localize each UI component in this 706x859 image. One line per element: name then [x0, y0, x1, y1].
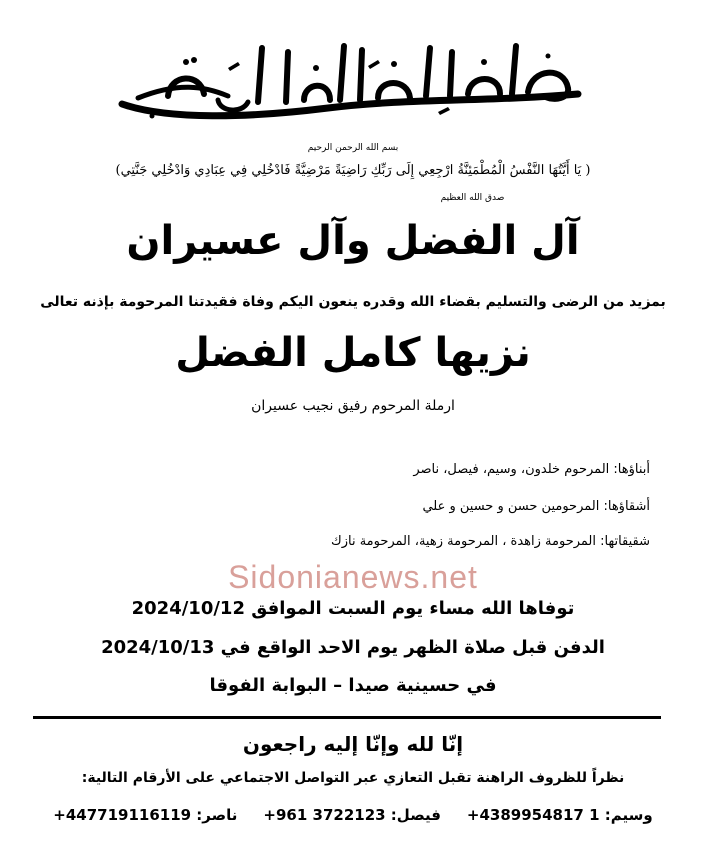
phone-wassim: وسيم: 1 4389954817+	[466, 806, 653, 824]
deceased-name: نزيها كامل الفضل	[175, 330, 531, 376]
inna-lillah-text: إنّا لله وإنّا إليه راجعون	[242, 732, 464, 756]
sons-line: أبناؤها: المرحوم خلدون، وسيم، فيصل، ناصر	[413, 462, 650, 477]
quran-verse: ( يَا أَيَّتُهَا النَّفْسُ الْمُطْمَئِنَّةُ ارْجِعِي إِلَى رَبِّكِ رَاضِيَةً مَرْضِيَّةً فَادْخُلِي فِي عِبَادِي وَادْخُلِي جَنَّتِي)	[115, 163, 591, 178]
phone-nasser: ناصر: 447719116119+	[53, 806, 238, 824]
watermark-text: Sidonianews.net	[228, 559, 478, 595]
divider-rule	[33, 716, 661, 719]
death-date-line: توفاها الله مساء يوم السبت الموافق 2024/10/12	[131, 598, 575, 619]
family-title: آل الفضل وآل عسيران	[126, 218, 580, 264]
burial-date-line: الدفن قبل صلاة الظهر يوم الاحد الواقع في 2024/10/13	[101, 637, 605, 658]
calligraphy-logo	[108, 38, 588, 124]
brothers-line: أشقاؤها: المرحومين حسن و حسين و علي	[422, 499, 650, 514]
condolence-notice: نظراً للظروف الراهنة تقبل التعازي عبر التواصل الاجتماعي على الأرقام التالية:	[81, 770, 625, 786]
phone-numbers	[0, 806, 706, 824]
burial-place-line: في حسينية صيدا – البوابة الفوقا	[209, 675, 497, 696]
announcement-intro: بمزيد من الرضى والتسليم بقضاء الله وقدره ينعون اليكم وفاة فقيدتنا المرحومة بإذنه تعالى	[40, 294, 666, 310]
sadaq-text: صدق الله العظيم	[440, 193, 505, 203]
sisters-line: شقيقاتها: المرحومة زاهدة ، المرحومة زهية، المرحومة نازك	[330, 534, 650, 549]
basmala-text: بسم الله الرحمن الرحيم	[307, 143, 399, 153]
widow-of-text: ارملة المرحوم رفيق نجيب عسيران	[251, 398, 455, 414]
phone-faisal: فيصل: 3722123 961+	[263, 806, 441, 824]
